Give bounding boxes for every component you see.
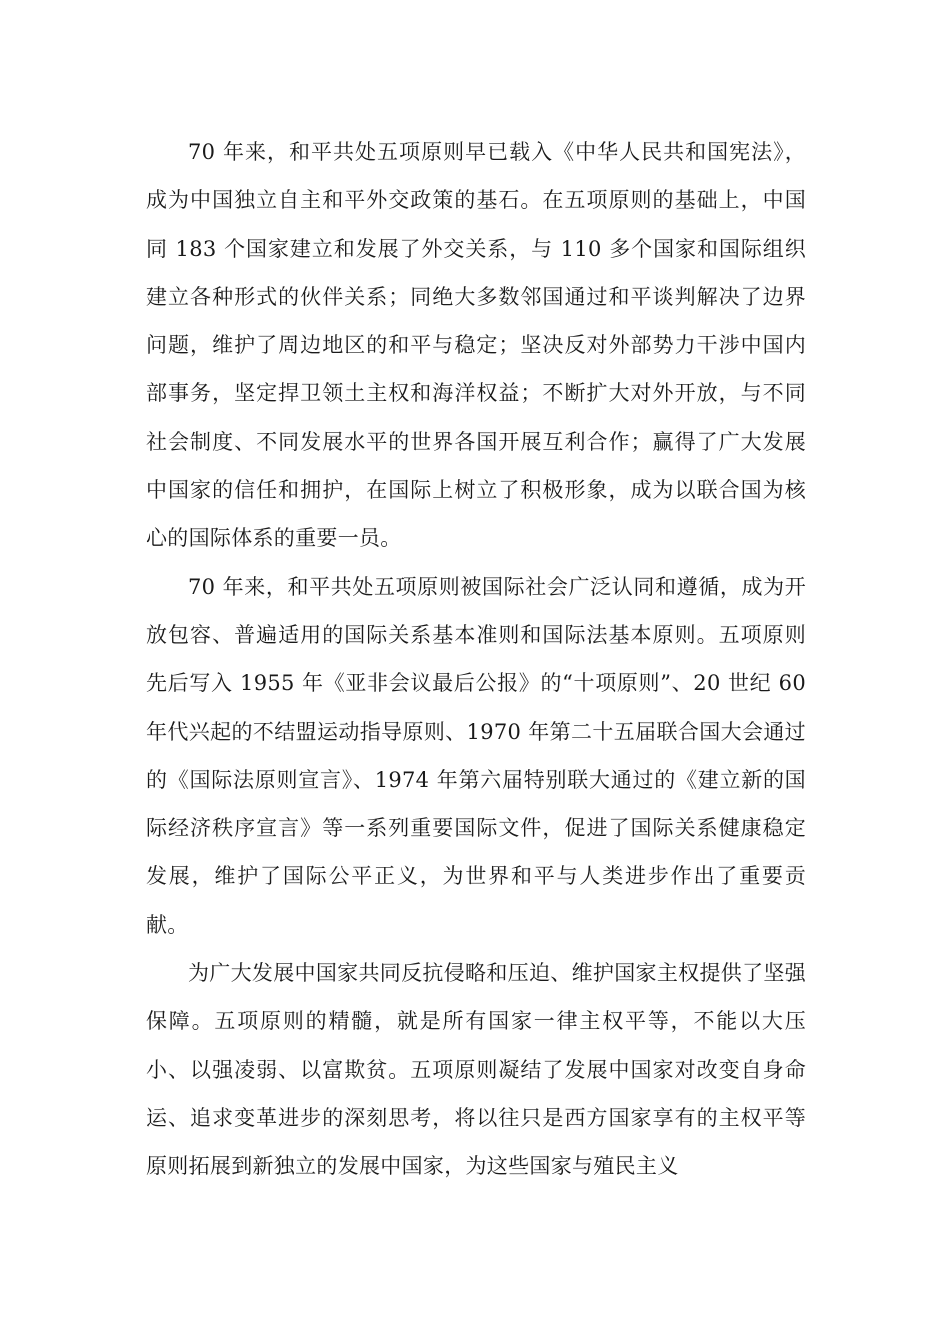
paragraph-1: 70 年来，和平共处五项原则早已载入《中华人民共和国宪法》，成为中国独立自主和平外交政策的基石。在五项原则的基础上，中国同 183 个国家建立和发展了外交关系，与 110 多个国家和国际组织建立各种形式的伙伴关系；同绝大多数邻国通过和平谈判解决了边界问题，维护了周边地区的和平与稳定；坚决反对外部势力干涉中国内部事务，坚定捍卫领土主权和海洋权益；不断扩大对外开放，与不同社会制度、不同发展水平的世界各国开展互利合作；赢得了广大发展中国家的信任和拥护，在国际上树立了积极形象，成为以联合国为核心的国际体系的重要一员。 [146,140,806,551]
document-body [146,128,806,1191]
paragraph-3: 为广大发展中国家共同反抗侵略和压迫、维护国家主权提供了坚强保障。五项原则的精髓，就是所有国家一律主权平等，不能以大压小、以强凌弱、以富欺贫。五项原则凝结了发展中国家对改变自身命运、追求变革进步的深刻思考，将以往只是西方国家享有的主权平等原则拓展到新独立的发展中国家，为这些国家与殖民主义 [146,961,806,1179]
paragraph-2: 70 年来，和平共处五项原则被国际社会广泛认同和遵循，成为开放包容、普遍适用的国际关系基本准则和国际法基本原则。五项原则先后写入 1955 年《亚非会议最后公报》的“十项原则”、20 世纪 60 年代兴起的不结盟运动指导原则、1970 年第二十五届联合国大会通过的《国际法原则宣言》、1974 年第六届特别联大通过的《建立新的国际经济秩序宣言》等一系列重要国际文件，促进了国际关系健康稳定发展，维护了国际公平正义，为世界和平与人类进步作出了重要贡献。 [146,574,806,937]
